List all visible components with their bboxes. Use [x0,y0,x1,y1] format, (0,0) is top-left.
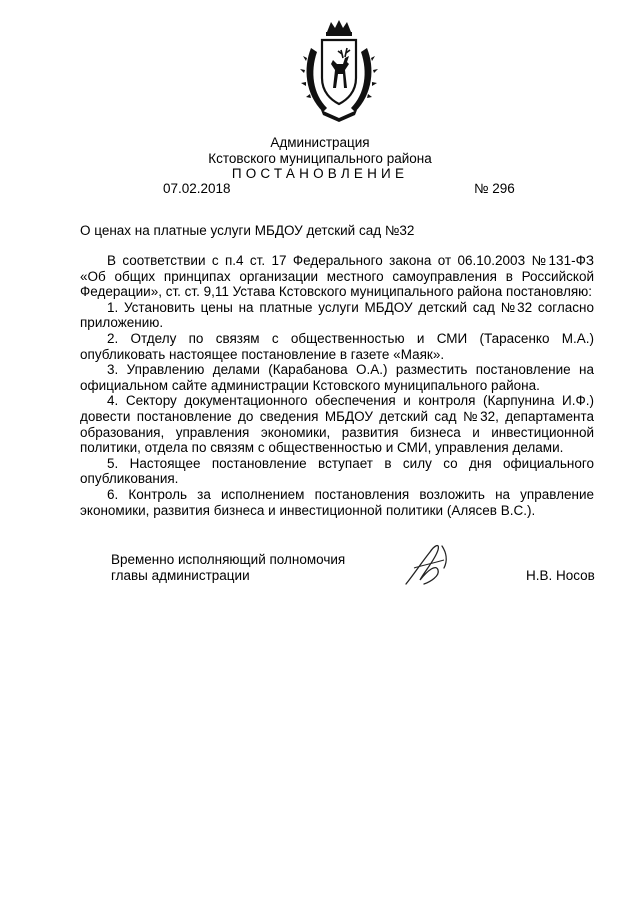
document-date: 07.02.2018 [163,181,231,196]
item-paragraph: 5. Настоящее постановление вступает в силу со дня официального опубликования. [80,455,594,487]
document-body [80,253,594,518]
signatory-title-line2: главы администрации [111,568,250,583]
coat-of-arms-emblem [297,18,381,122]
header-district: Кстовского муниципального района [208,151,432,166]
signatory-title [111,552,345,584]
item-paragraph: 1. Установить цены на платные услуги МБДОУ детский сад №32 согласно приложению. [80,299,594,331]
item-paragraph: 6. Контроль за исполнением постановления возложить на управление экономики, развития бизнеса и инвестиционной политики (Алясев В.С.). [80,486,594,518]
document-number: № 296 [474,181,515,196]
handwritten-signature [400,538,460,588]
document-type-title: ПОСТАНОВЛЕНИЕ [231,166,409,181]
item-paragraph: 3. Управлению делами (Карабанова О.А.) разместить постановление на официальном сайте администрации Кстовского муниципального района. [80,362,594,393]
item-paragraph: 2. Отделу по связям с общественностью и СМИ (Тарасенко М.А.) опубликовать настоящее постановление в газете «Маяк». [80,330,594,362]
signatory-title-line1: Временно исполняющий полномочия [111,552,346,567]
signatory-name: Н.В. Носов [526,568,595,583]
preamble-paragraph: В соответствии с п.4 ст. 17 Федерального закона от 06.10.2003 №131-ФЗ «Об общих принципах организации местного самоуправления в Российской Федерации», ст. ст. 9,11 Устава Кстовского муниципального района постановляю: [80,253,594,300]
item-paragraph: 4. Сектору документационного обеспечения и контроля (Карпунина И.Ф.) довести постановление до сведения МБДОУ детский сад №32, департамента образования, управления экономики, развития бизнеса и инвестиционной политики, отдела по связям с общественностью и СМИ, управления делами. [80,393,594,456]
document-subject: О ценах на платные услуги МБДОУ детский сад №32 [80,223,415,238]
header-administration: Администрация [270,135,370,150]
